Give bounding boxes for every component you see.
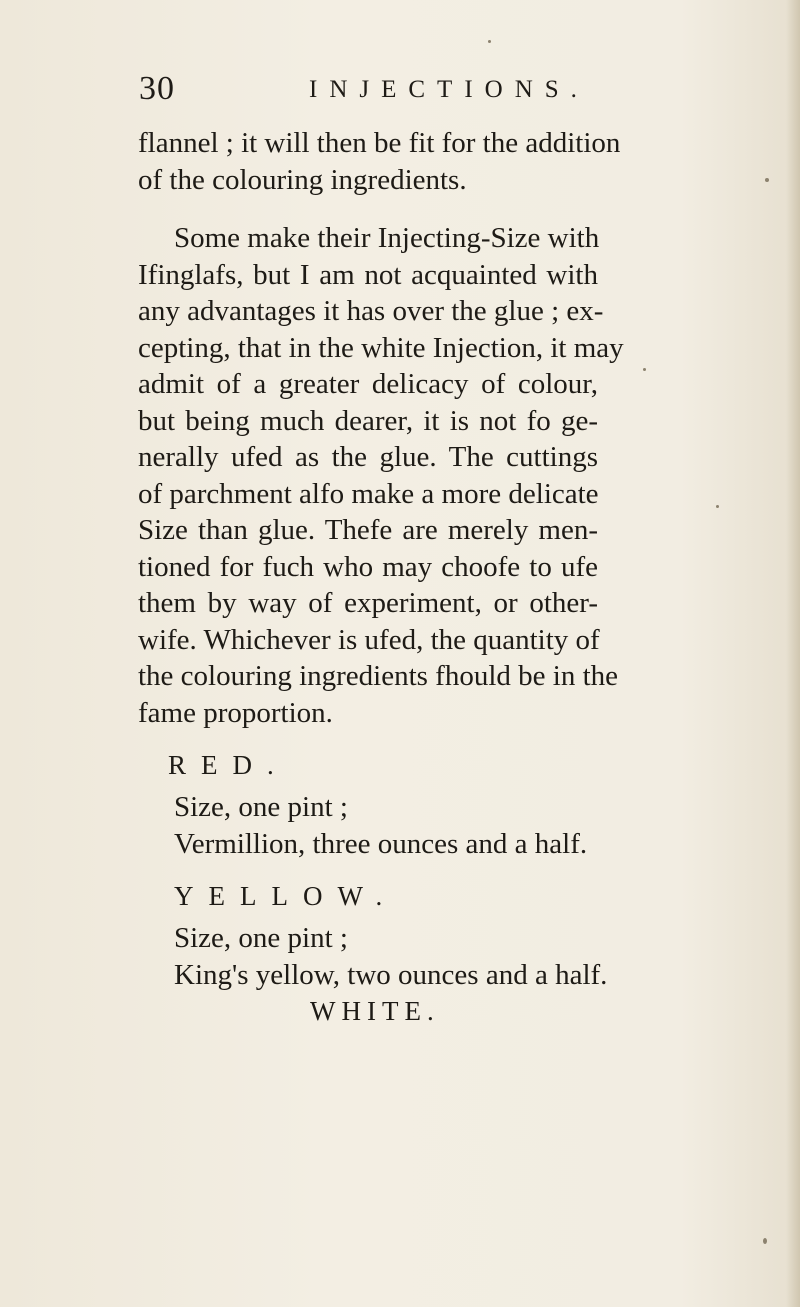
paper-speck bbox=[488, 40, 491, 43]
running-head: INJECTIONS. bbox=[309, 76, 589, 103]
page-header bbox=[139, 70, 599, 120]
paper-speck bbox=[643, 368, 646, 371]
body-text bbox=[138, 125, 624, 1029]
text-line: of parchment alfo make a more delicate bbox=[138, 477, 599, 510]
text-line: them by way of experiment, or other- bbox=[138, 587, 598, 619]
page-number: 30 bbox=[139, 70, 175, 107]
text-line: fame proportion. bbox=[138, 696, 333, 729]
text-line: flannel ; it will then be fit for the addition bbox=[138, 127, 621, 159]
section-heading-yellow: YELLOW. bbox=[174, 881, 398, 911]
text-line: cepting, that in the white Injection, it may bbox=[138, 331, 624, 364]
recipe-line: Size, one pint ; bbox=[174, 791, 348, 823]
section-gap bbox=[138, 862, 598, 878]
text-line: tioned for fuch who may choofe to ufe bbox=[138, 550, 598, 583]
recipe-line: Vermillion, three ounces and a half. bbox=[174, 827, 588, 860]
paper-speck bbox=[763, 1238, 767, 1244]
text-line: Some make their Injecting-Size with bbox=[174, 222, 600, 254]
text-line: the colouring ingredients fhould be in the bbox=[138, 660, 619, 692]
text-line: Ifinglafs, but I am not acquainted with bbox=[138, 258, 598, 291]
page-edge-shadow bbox=[786, 0, 800, 1307]
recipe-line: King's yellow, two ounces and a half. bbox=[174, 958, 608, 991]
paper-speck bbox=[765, 178, 769, 182]
paper-speck bbox=[716, 505, 719, 508]
text-line: Size than glue. Thefe are merely men- bbox=[138, 514, 598, 546]
text-line: admit of a greater delicacy of colour, bbox=[138, 368, 598, 400]
paragraph-gap bbox=[138, 198, 598, 220]
recipe-line: Size, one pint ; bbox=[174, 922, 348, 954]
text-line: nerally ufed as the glue. The cuttings bbox=[138, 441, 598, 473]
section-heading-red: RED. bbox=[168, 750, 289, 780]
text-line: any advantages it has over the glue ; ex- bbox=[138, 295, 604, 327]
section-gap bbox=[138, 731, 598, 747]
section-heading-white: WHITE. bbox=[310, 996, 440, 1026]
text-line: but being much dearer, it is not fo ge- bbox=[138, 404, 598, 437]
text-line: wife. Whichever is ufed, the quantity of bbox=[138, 623, 600, 656]
text-line: of the colouring ingredients. bbox=[138, 163, 467, 196]
